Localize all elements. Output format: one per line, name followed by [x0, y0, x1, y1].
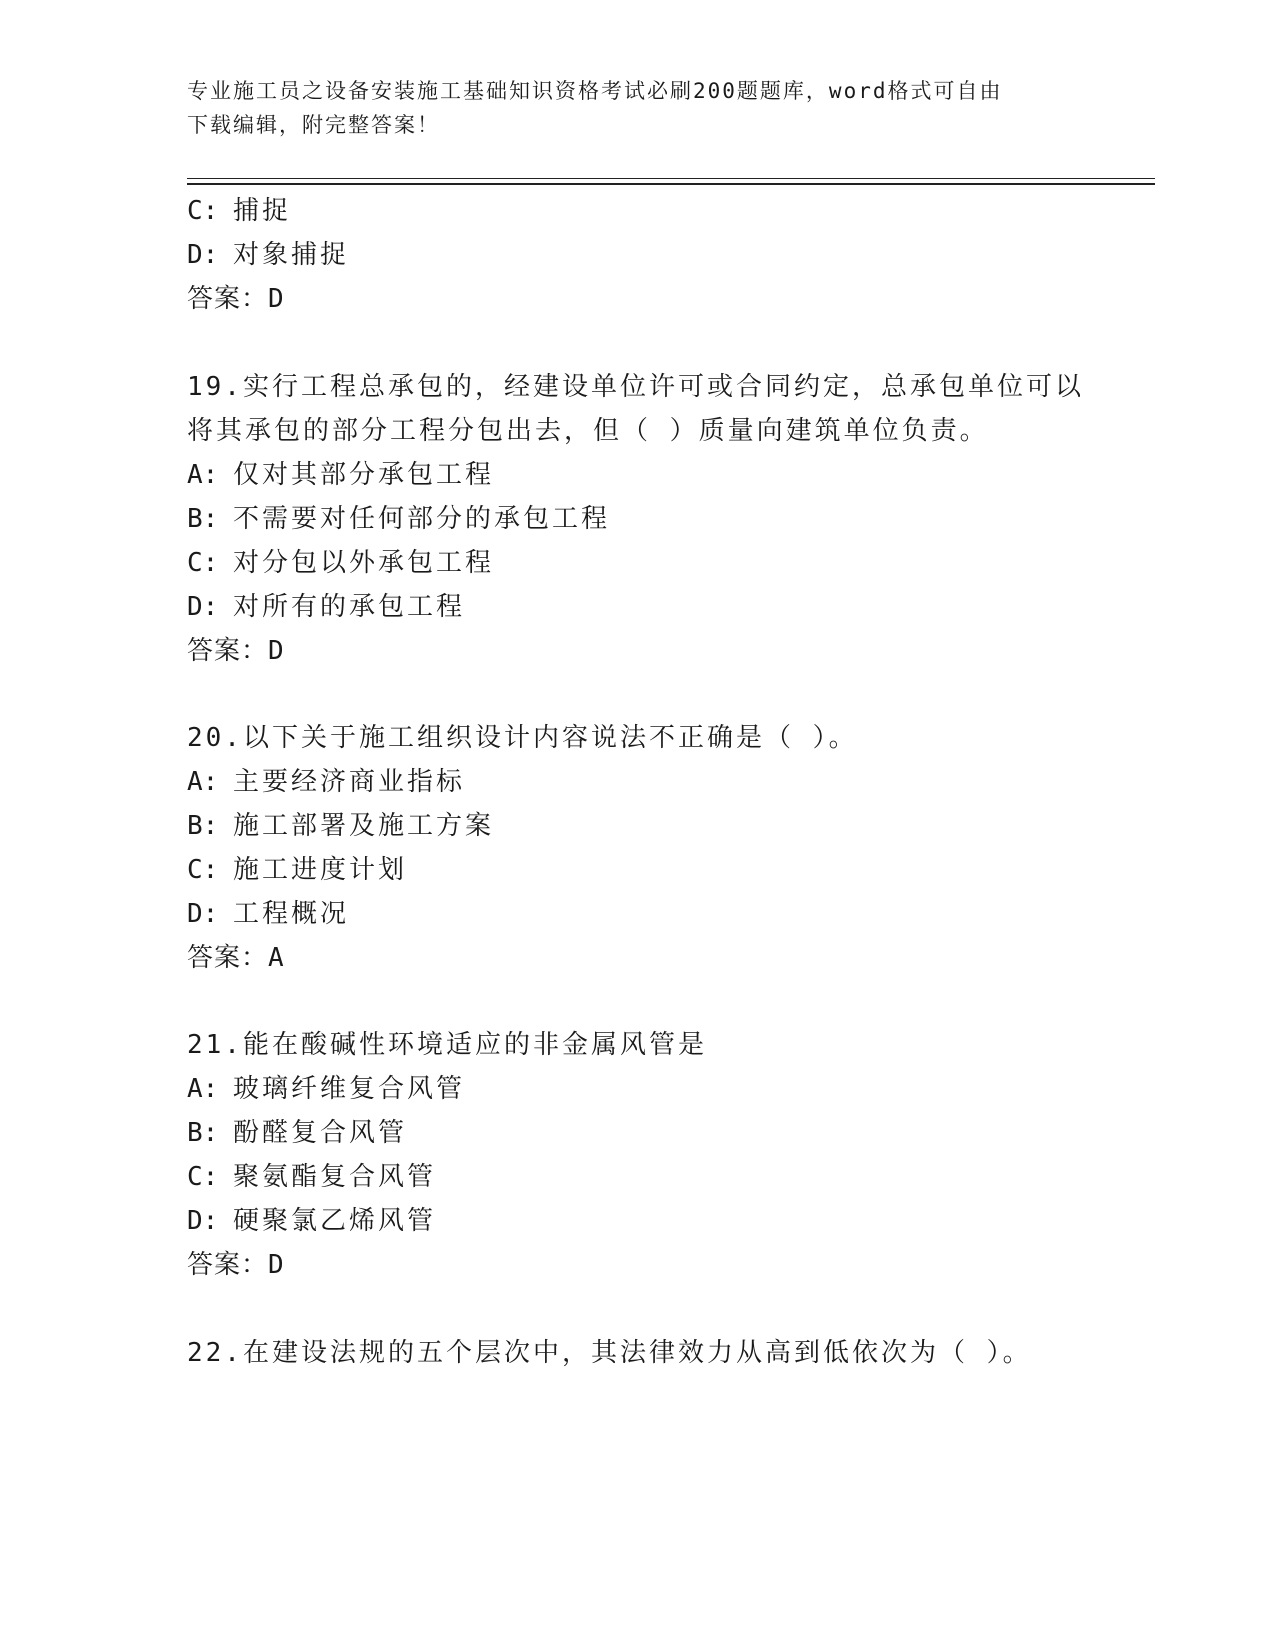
option-text: 捕捉 — [233, 196, 292, 226]
question-stem: 19.实行工程总承包的，经建设单位许可或合同约定，总承包单位可以 — [187, 372, 1084, 402]
option-c — [187, 194, 291, 228]
option-label: B: — [187, 504, 219, 534]
option-text: 聚氨酯复合风管 — [233, 1162, 437, 1192]
answer-line: 答案：D — [187, 284, 285, 314]
option-text: 硬聚氯乙烯风管 — [233, 1206, 437, 1236]
option-label: C: — [187, 855, 219, 885]
answer-line: 答案：D — [187, 1250, 285, 1280]
option-label: D: — [187, 592, 219, 622]
option-c — [187, 546, 494, 580]
option-d — [187, 590, 465, 624]
option-b — [187, 502, 610, 536]
header-divider-thin — [187, 178, 1155, 179]
option-text: 主要经济商业指标 — [233, 767, 466, 797]
option-c — [187, 1160, 436, 1194]
question-stem: 22.在建设法规的五个层次中，其法律效力从高到低依次为（ ）。 — [187, 1338, 1032, 1368]
option-text: 酚醛复合风管 — [233, 1118, 408, 1148]
option-text: 施工部署及施工方案 — [233, 811, 495, 841]
question-stem: 21.能在酸碱性环境适应的非金属风管是 — [187, 1030, 707, 1060]
question-stem: 20.以下关于施工组织设计内容说法不正确是（ ）。 — [187, 723, 858, 753]
option-a — [187, 458, 494, 492]
option-label: B: — [187, 811, 219, 841]
option-a — [187, 765, 465, 799]
option-text: 工程概况 — [233, 899, 350, 929]
option-text: 对分包以外承包工程 — [233, 548, 495, 578]
option-d — [187, 897, 349, 931]
option-text: 对所有的承包工程 — [233, 592, 466, 622]
option-label: D: — [187, 1206, 219, 1236]
header-line-1: 专业施工员之设备安装施工基础知识资格考试必刷200题题库，word格式可自由 — [187, 79, 1003, 103]
option-text: 不需要对任何部分的承包工程 — [233, 504, 611, 534]
option-label: C: — [187, 196, 219, 226]
option-d — [187, 1204, 436, 1238]
header-divider-thick — [187, 183, 1155, 185]
option-d — [187, 238, 349, 272]
option-label: C: — [187, 548, 219, 578]
answer-line: 答案：D — [187, 636, 285, 666]
document-header — [187, 74, 1087, 142]
option-label: C: — [187, 1162, 219, 1192]
option-label: A: — [187, 767, 219, 797]
option-label: D: — [187, 899, 219, 929]
answer-line: 答案：A — [187, 943, 285, 973]
option-label: A: — [187, 1074, 219, 1104]
option-label: A: — [187, 460, 219, 490]
option-text: 玻璃纤维复合风管 — [233, 1074, 466, 1104]
option-text: 施工进度计划 — [233, 855, 408, 885]
option-a — [187, 1072, 465, 1106]
option-b — [187, 809, 494, 843]
option-c — [187, 853, 407, 887]
option-label: B: — [187, 1118, 219, 1148]
option-text: 对象捕捉 — [233, 240, 350, 270]
option-label: D: — [187, 240, 219, 270]
option-text: 仅对其部分承包工程 — [233, 460, 495, 490]
option-b — [187, 1116, 407, 1150]
header-line-2: 下载编辑，附完整答案！ — [187, 113, 440, 137]
question-stem-continued: 将其承包的部分工程分包出去，但（ ）质量向建筑单位负责。 — [187, 416, 989, 446]
